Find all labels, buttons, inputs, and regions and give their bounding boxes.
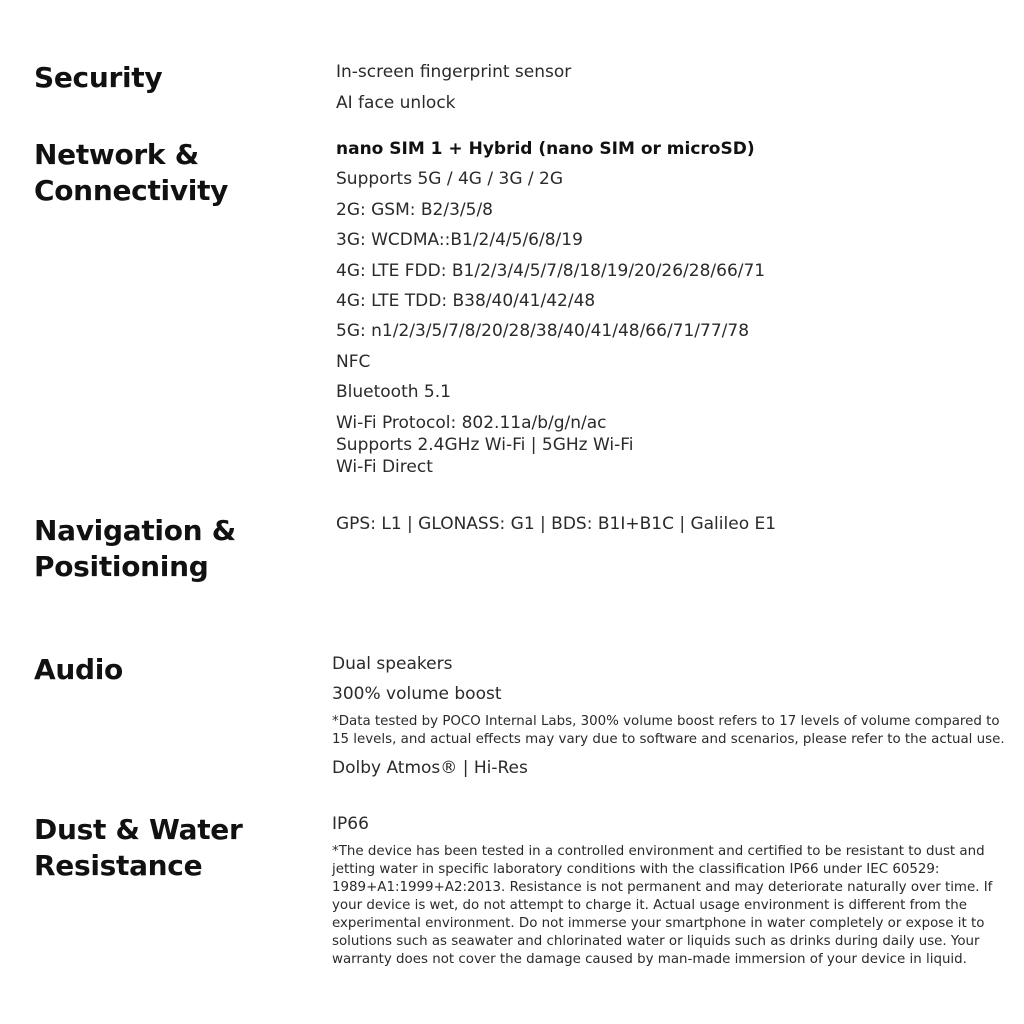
spec-2g: 2G: GSM: B2/3/5/8 <box>336 200 493 220</box>
spec-sim: nano SIM 1 + Hybrid (nano SIM or microSD) <box>336 139 755 159</box>
spec-wifi-protocol: Wi-Fi Protocol: 802.11a/b/g/n/ac <box>336 413 607 433</box>
spec-wifi-bands: Supports 2.4GHz Wi-Fi | 5GHz Wi-Fi <box>336 435 634 455</box>
network-heading <box>34 137 228 209</box>
spec-fingerprint: In-screen fingerprint sensor <box>336 62 572 82</box>
water-heading-line-1: Dust & Water <box>34 813 243 846</box>
spec-face-unlock: AI face unlock <box>336 93 456 113</box>
navigation-heading-line-2: Positioning <box>34 550 209 583</box>
network-heading-line-1: Network & <box>34 138 199 171</box>
audio-heading: Audio <box>34 653 123 686</box>
spec-bluetooth: Bluetooth 5.1 <box>336 382 451 402</box>
water-heading-line-2: Resistance <box>34 849 203 882</box>
security-heading: Security <box>34 61 163 94</box>
spec-4g-tdd: 4G: LTE TDD: B38/40/41/42/48 <box>336 291 596 311</box>
spec-wifi <box>336 412 634 478</box>
spec-dolby: Dolby Atmos® | Hi-Res <box>332 758 528 778</box>
spec-dual-speakers: Dual speakers <box>332 654 453 674</box>
spec-5g: 5G: n1/2/3/5/7/8/20/28/38/40/41/48/66/71/77/78 <box>336 321 750 341</box>
water-heading <box>34 812 243 884</box>
spec-volume-boost: 300% volume boost <box>332 684 502 704</box>
spec-nfc: NFC <box>336 352 371 372</box>
spec-3g: 3G: WCDMA::B1/2/4/5/6/8/19 <box>336 230 583 250</box>
navigation-heading <box>34 513 236 585</box>
audio-footnote: *Data tested by POCO Internal Labs, 300% volume boost refers to 17 levels of volume compared to 15 levels, and actual effects may vary due to software and scenarios, please refer to the actual use. <box>332 714 1005 747</box>
navigation-heading-line-1: Navigation & <box>34 514 236 547</box>
network-heading-line-2: Connectivity <box>34 174 229 207</box>
spec-network-support: Supports 5G / 4G / 3G / 2G <box>336 169 564 189</box>
spec-gnss: GPS: L1 | GLONASS: G1 | BDS: B1I+B1C | Galileo E1 <box>336 514 777 534</box>
spec-4g-fdd: 4G: LTE FDD: B1/2/3/4/5/7/8/18/19/20/26/28/66/71 <box>336 261 766 281</box>
spec-ip-rating: IP66 <box>332 814 369 834</box>
spec-wifi-direct: Wi-Fi Direct <box>336 457 433 477</box>
water-footnote: *The device has been tested in a controlled environment and certified to be resistant to dust and jetting water in specific laboratory conditions with the classification IP66 under IEC 60529: 1989+A1:1999+A2:2013. Resistance is not permanent and may deteriorate naturally over time. If your device is wet, do not attempt to charge it. Actual usage environment is different from the experimental environment. Do not immerse your smartphone in water completely or expose it to solutions such as seawater and chlorinated water or liquids such as drinks during daily use. Your warranty does not cover the damage caused by man-made immersion of your device in liquid. <box>332 844 993 967</box>
